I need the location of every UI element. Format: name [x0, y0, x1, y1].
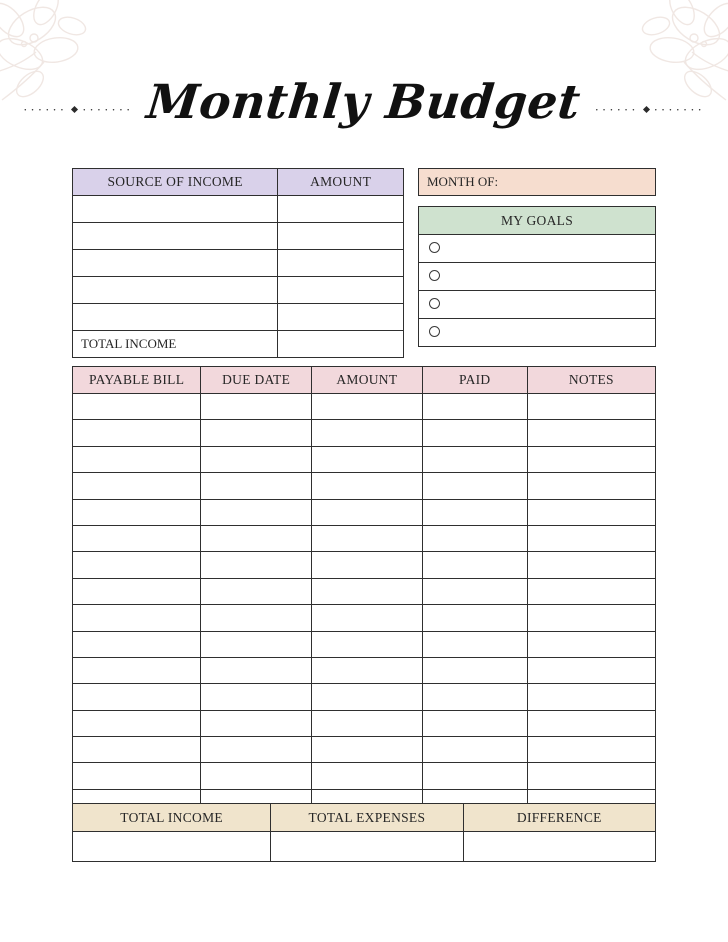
totals-header-total-expenses: TOTAL EXPENSES — [271, 804, 463, 832]
bill-paid-cell[interactable] — [422, 499, 527, 525]
bill-notes-cell[interactable] — [527, 631, 655, 657]
month-of-label[interactable]: MONTH OF: — [419, 169, 656, 196]
bill-name-cell[interactable] — [73, 605, 201, 631]
table-row[interactable] — [73, 525, 656, 551]
table-row[interactable] — [73, 394, 656, 420]
income-total-value[interactable] — [278, 331, 404, 358]
bill-due-date-cell[interactable] — [201, 552, 312, 578]
bill-paid-cell[interactable] — [422, 763, 527, 789]
ornament-diamond-icon — [71, 105, 78, 112]
bill-amount-cell[interactable] — [312, 446, 423, 472]
bill-notes-cell[interactable] — [527, 684, 655, 710]
table-row[interactable] — [73, 304, 404, 331]
bill-notes-cell[interactable] — [527, 525, 655, 551]
bill-name-cell[interactable] — [73, 446, 201, 472]
bill-due-date-cell[interactable] — [201, 605, 312, 631]
bill-notes-cell[interactable] — [527, 446, 655, 472]
table-row[interactable] — [73, 763, 656, 789]
bill-amount-cell[interactable] — [312, 605, 423, 631]
table-row[interactable] — [73, 420, 656, 446]
bill-amount-cell[interactable] — [312, 631, 423, 657]
income-header-amount: AMOUNT — [278, 169, 404, 196]
bill-paid-cell[interactable] — [422, 552, 527, 578]
bill-paid-cell[interactable] — [422, 710, 527, 736]
goal-row[interactable] — [419, 319, 656, 347]
goal-checkbox-icon[interactable] — [429, 242, 440, 253]
source-of-income-table — [72, 168, 404, 358]
table-header-row — [73, 169, 404, 196]
totals-total-expenses-value[interactable] — [271, 832, 463, 862]
bill-paid-cell[interactable] — [422, 578, 527, 604]
bill-amount-cell[interactable] — [312, 578, 423, 604]
bill-paid-cell[interactable] — [422, 657, 527, 683]
bill-notes-cell[interactable] — [527, 420, 655, 446]
table-row[interactable] — [73, 446, 656, 472]
goal-cell[interactable] — [419, 319, 656, 347]
table-row-total[interactable] — [73, 331, 404, 358]
bill-name-cell[interactable] — [73, 657, 201, 683]
month-of-table — [418, 168, 656, 196]
ornament-diamond-icon — [643, 105, 650, 112]
bills-header-payable-bill: PAYABLE BILL — [73, 367, 201, 394]
bill-name-cell[interactable] — [73, 525, 201, 551]
goal-row[interactable] — [419, 263, 656, 291]
bill-notes-cell[interactable] — [527, 710, 655, 736]
totals-header-difference: DIFFERENCE — [463, 804, 655, 832]
income-amount-cell[interactable] — [278, 250, 404, 277]
summary-totals-table — [72, 803, 656, 862]
bill-amount-cell[interactable] — [312, 525, 423, 551]
goals-header: MY GOALS — [419, 207, 656, 235]
goal-cell[interactable] — [419, 263, 656, 291]
bill-name-cell[interactable] — [73, 420, 201, 446]
bill-paid-cell[interactable] — [422, 394, 527, 420]
bill-paid-cell[interactable] — [422, 631, 527, 657]
table-row[interactable] — [73, 737, 656, 763]
table-row[interactable] — [73, 196, 404, 223]
table-row[interactable] — [73, 684, 656, 710]
goal-row[interactable] — [419, 235, 656, 263]
bill-notes-cell[interactable] — [527, 737, 655, 763]
income-source-cell[interactable] — [73, 223, 278, 250]
table-row[interactable] — [73, 832, 656, 862]
bill-paid-cell[interactable] — [422, 473, 527, 499]
bill-amount-cell[interactable] — [312, 684, 423, 710]
income-amount-cell[interactable] — [278, 223, 404, 250]
bill-amount-cell[interactable] — [312, 473, 423, 499]
income-amount-cell[interactable] — [278, 196, 404, 223]
bills-header-due-date: DUE DATE — [201, 367, 312, 394]
bill-due-date-cell[interactable] — [201, 525, 312, 551]
ornament-dots: ······· — [653, 101, 705, 117]
ornament-dots: ······· — [82, 101, 134, 117]
income-source-cell[interactable] — [73, 196, 278, 223]
table-row[interactable] — [73, 631, 656, 657]
bill-due-date-cell[interactable] — [201, 499, 312, 525]
bill-amount-cell[interactable] — [312, 394, 423, 420]
bill-paid-cell[interactable] — [422, 737, 527, 763]
bill-notes-cell[interactable] — [527, 605, 655, 631]
bill-amount-cell[interactable] — [312, 420, 423, 446]
bill-paid-cell[interactable] — [422, 684, 527, 710]
bill-due-date-cell[interactable] — [201, 710, 312, 736]
bill-notes-cell[interactable] — [527, 763, 655, 789]
bill-amount-cell[interactable] — [312, 499, 423, 525]
bill-name-cell[interactable] — [73, 578, 201, 604]
bill-paid-cell[interactable] — [422, 420, 527, 446]
bill-name-cell[interactable] — [73, 631, 201, 657]
table-row[interactable] — [73, 552, 656, 578]
goal-checkbox-icon[interactable] — [429, 298, 440, 309]
bill-due-date-cell[interactable] — [201, 763, 312, 789]
goal-row[interactable] — [419, 291, 656, 319]
bill-notes-cell[interactable] — [527, 499, 655, 525]
goal-checkbox-icon[interactable] — [429, 326, 440, 337]
bill-due-date-cell[interactable] — [201, 684, 312, 710]
payable-bills-table — [72, 366, 656, 816]
bill-due-date-cell[interactable] — [201, 420, 312, 446]
income-amount-cell[interactable] — [278, 277, 404, 304]
goal-cell[interactable] — [419, 291, 656, 319]
table-row[interactable] — [73, 657, 656, 683]
totals-total-income-value[interactable] — [73, 832, 271, 862]
my-goals-table — [418, 206, 656, 347]
page-title-row — [0, 66, 728, 138]
bill-amount-cell[interactable] — [312, 763, 423, 789]
bill-amount-cell[interactable] — [312, 657, 423, 683]
bill-due-date-cell[interactable] — [201, 394, 312, 420]
bill-notes-cell[interactable] — [527, 394, 655, 420]
income-source-cell[interactable] — [73, 304, 278, 331]
table-row[interactable] — [73, 605, 656, 631]
bill-name-cell[interactable] — [73, 473, 201, 499]
bills-header-paid: PAID — [422, 367, 527, 394]
bill-due-date-cell[interactable] — [201, 657, 312, 683]
table-header-row — [419, 207, 656, 235]
goal-cell[interactable] — [419, 235, 656, 263]
bill-notes-cell[interactable] — [527, 657, 655, 683]
table-row[interactable] — [73, 250, 404, 277]
bills-header-notes: NOTES — [527, 367, 655, 394]
page-title: Monthly Budget — [144, 74, 584, 130]
title-ornament-right — [595, 103, 705, 116]
bill-name-cell[interactable] — [73, 710, 201, 736]
bill-name-cell[interactable] — [73, 394, 201, 420]
bill-amount-cell[interactable] — [312, 737, 423, 763]
totals-difference-value[interactable] — [463, 832, 655, 862]
table-row[interactable] — [73, 473, 656, 499]
totals-header-total-income: TOTAL INCOME — [73, 804, 271, 832]
income-total-label: TOTAL INCOME — [73, 331, 278, 358]
bill-notes-cell[interactable] — [527, 552, 655, 578]
ornament-dots: ······ — [594, 101, 639, 117]
income-header-source: SOURCE OF INCOME — [73, 169, 278, 196]
bill-due-date-cell[interactable] — [201, 446, 312, 472]
bill-name-cell[interactable] — [73, 737, 201, 763]
bill-amount-cell[interactable] — [312, 552, 423, 578]
bill-paid-cell[interactable] — [422, 446, 527, 472]
table-row[interactable] — [73, 499, 656, 525]
table-row[interactable] — [73, 223, 404, 250]
bill-paid-cell[interactable] — [422, 605, 527, 631]
bill-name-cell[interactable] — [73, 763, 201, 789]
bill-name-cell[interactable] — [73, 552, 201, 578]
table-row[interactable] — [73, 578, 656, 604]
bill-due-date-cell[interactable] — [201, 578, 312, 604]
table-row[interactable] — [73, 277, 404, 304]
bill-due-date-cell[interactable] — [201, 737, 312, 763]
ornament-dots: ······ — [23, 101, 68, 117]
bill-notes-cell[interactable] — [527, 473, 655, 499]
bill-name-cell[interactable] — [73, 684, 201, 710]
table-header-row — [73, 367, 656, 394]
bill-amount-cell[interactable] — [312, 710, 423, 736]
table-header-row — [73, 804, 656, 832]
income-source-cell[interactable] — [73, 277, 278, 304]
table-row[interactable] — [73, 710, 656, 736]
bills-header-amount: AMOUNT — [312, 367, 423, 394]
bill-paid-cell[interactable] — [422, 525, 527, 551]
bill-name-cell[interactable] — [73, 499, 201, 525]
goal-checkbox-icon[interactable] — [429, 270, 440, 281]
income-amount-cell[interactable] — [278, 304, 404, 331]
income-source-cell[interactable] — [73, 250, 278, 277]
bill-due-date-cell[interactable] — [201, 473, 312, 499]
bill-due-date-cell[interactable] — [201, 631, 312, 657]
bill-notes-cell[interactable] — [527, 578, 655, 604]
month-of-row[interactable] — [419, 169, 656, 196]
title-ornament-left — [23, 103, 133, 116]
